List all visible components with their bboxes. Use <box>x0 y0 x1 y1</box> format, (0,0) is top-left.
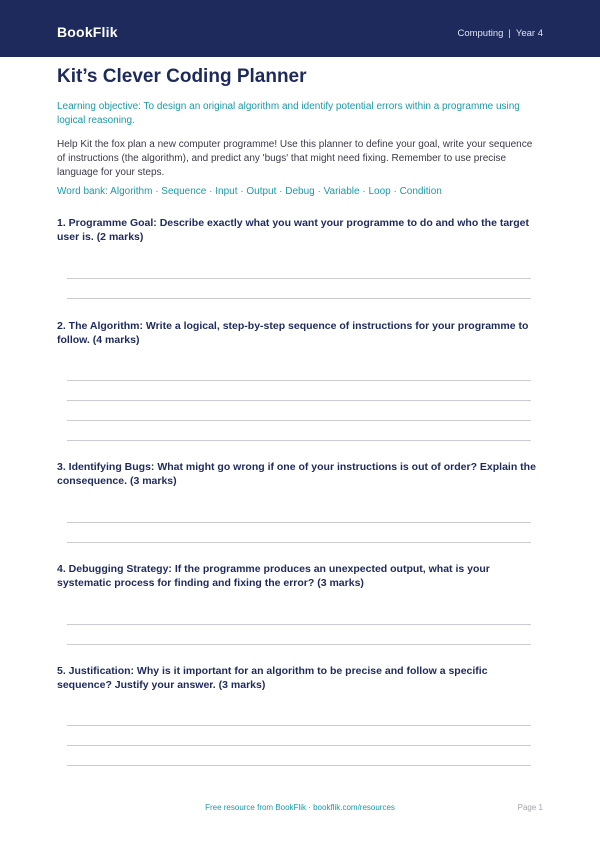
answer-line[interactable] <box>67 522 531 523</box>
answer-line[interactable] <box>67 420 531 421</box>
answer-line[interactable] <box>67 644 531 645</box>
answer-line[interactable] <box>67 542 531 543</box>
footer-link[interactable]: Free resource from BookFlik · bookflik.com/resources <box>205 803 395 812</box>
brand-logo: BookFlik <box>57 24 118 40</box>
page-number: Page 1 <box>517 803 543 812</box>
subject-label: Computing <box>457 28 504 39</box>
answer-line[interactable] <box>67 400 531 401</box>
answer-line[interactable] <box>67 745 531 746</box>
answer-line[interactable] <box>67 765 531 766</box>
header-bar <box>0 0 600 57</box>
answer-line[interactable] <box>67 624 531 625</box>
question-4: 4. Debugging Strategy: If the programme produces an unexpected output, what is your systematic process for finding and fixing the error? (3 marks) <box>57 563 490 589</box>
learning-objective: Learning objective: To design an original algorithm and identify potential errors within a programme using logical reasoning. <box>57 101 520 126</box>
question-1: 1. Programme Goal: Describe exactly what you want your programme to do and who the target user is. (2 marks) <box>57 217 530 243</box>
word-bank: Word bank: Algorithm · Sequence · Input · Output · Debug · Variable · Loop · Condition <box>57 186 442 197</box>
intro-text: Help Kit the fox plan a new computer programme! Use this planner to define your goal, write your sequence of instructions (the algorithm), and predict any 'bugs' that might need fixing. Remember to use precise language for your steps. <box>57 139 533 178</box>
question-3: 3. Identifying Bugs: What might go wrong if one of your instructions is out of order? Explain the consequence. (3 marks) <box>57 461 536 487</box>
subject-year <box>457 28 543 39</box>
question-2: 2. The Algorithm: Write a logical, step-by-step sequence of instructions for your programme to follow. (4 marks) <box>57 320 529 346</box>
answer-line[interactable] <box>67 298 531 299</box>
meta-separator: | <box>508 28 511 39</box>
question-5: 5. Justification: Why is it important for an algorithm to be precise and follow a specific sequence? Justify your answer. (3 marks) <box>57 665 488 691</box>
answer-line[interactable] <box>67 380 531 381</box>
answer-line[interactable] <box>67 725 531 726</box>
year-label: Year 4 <box>515 28 543 39</box>
page-title: Kit’s Clever Coding Planner <box>57 66 307 87</box>
answer-line[interactable] <box>67 440 531 441</box>
answer-line[interactable] <box>67 278 531 279</box>
